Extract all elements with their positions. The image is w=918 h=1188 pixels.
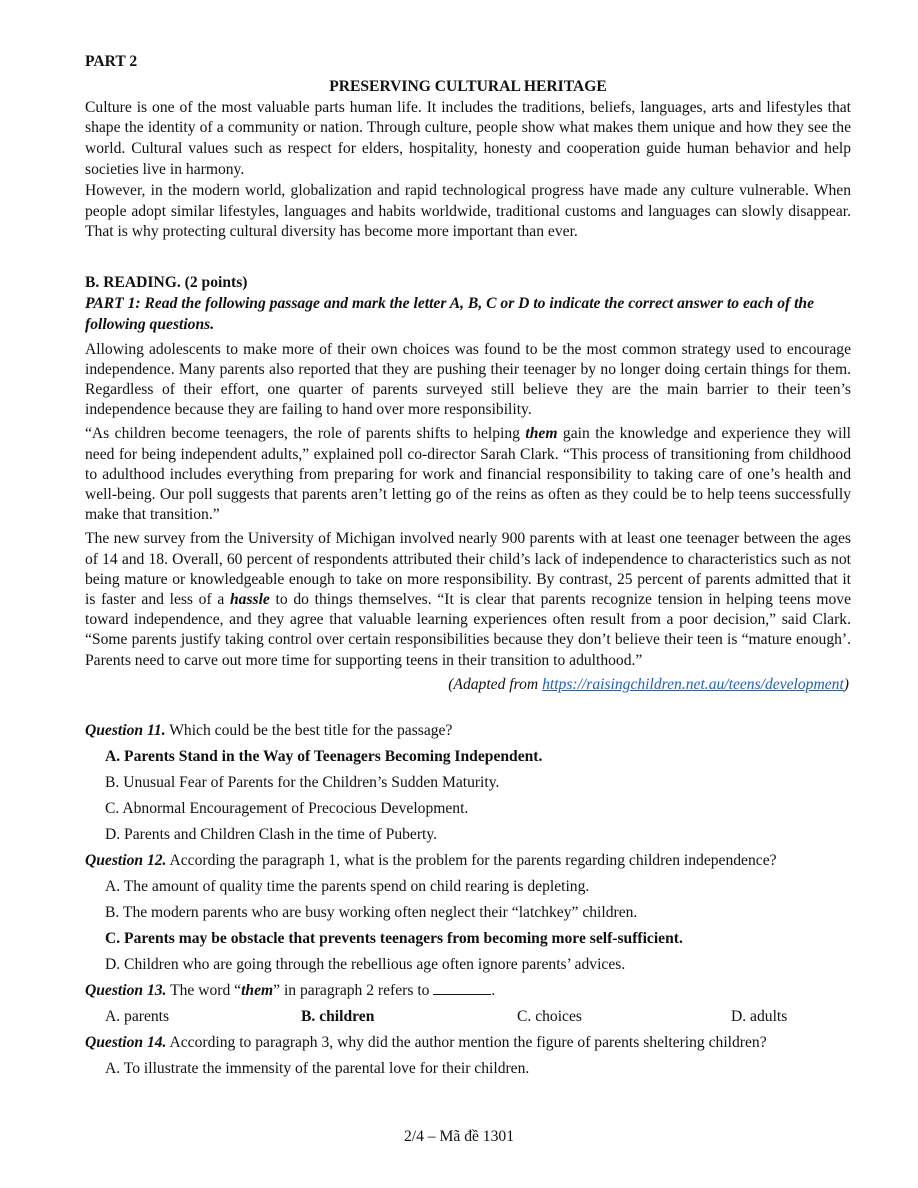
question-11-text: Which could be the best title for the passage?: [165, 721, 453, 739]
q13-option-d[interactable]: D. adults: [731, 1007, 788, 1025]
question-13-label: Question 13.: [85, 981, 167, 999]
source-suffix: ): [843, 675, 849, 693]
passage-p3-highlight-hassle: hassle: [229, 591, 270, 608]
question-14-text: According to paragraph 3, why did the author mention the figure of parents sheltering children?: [166, 1033, 767, 1051]
passage-paragraph-3: [85, 529, 851, 670]
passage-source: [85, 675, 851, 696]
question-13-text-after: ” in paragraph 2 refers to: [273, 981, 434, 999]
q12-option-b[interactable]: B. The modern parents who are busy working often neglect their “latchkey” children.: [105, 903, 638, 921]
question-12: [85, 848, 851, 978]
reading-section-title: B. READING. (2 points): [85, 274, 248, 292]
part2-heading: PART 2: [85, 53, 138, 70]
passage-p2-start: “As children become teenagers, the role of parents shifts to helping: [85, 425, 526, 443]
passage-p3-end: to do things themselves. “It is clear that parents recognize tension in helping teens move toward independence, and they agree that valuable learning experiences often result from a poor decision,” said Clark. “Some parents justify taking control over certain responsibilities because they don’t believe their teen is “mature enough’. Parents need to carve out more time for supporting teens in their transition to adulthood.”: [85, 591, 851, 669]
question-13-word: them: [241, 981, 274, 999]
q12-option-a[interactable]: A. The amount of quality time the parents spend on child rearing is depleting.: [105, 877, 590, 895]
question-14-stem: [85, 1030, 851, 1056]
reading-instruction: PART 1: Read the following passage and mark the letter A, B, C or D to indicate the correct answer to each of the following questions.: [85, 294, 815, 333]
passage-p3-start: The new survey from the University of Michigan involved nearly 900 parents with at least one teenager between the ages of 14 and 18. Overall, 60 percent of respondents attributed their child’s lack of independence to characteristics such as not being mature or knowledgeable enough to take on more responsibility. By contrast, 25 percent of parents admitted that it is faster and less of a: [85, 530, 851, 608]
q13-option-b[interactable]: B. children: [301, 1007, 375, 1025]
passage-p2-highlight-them: them: [525, 425, 558, 443]
source-link[interactable]: https://raisingchildren.net.au/teens/development: [542, 675, 844, 693]
question-11-stem: [85, 718, 851, 744]
question-11: [85, 718, 851, 848]
passage-paragraph-2: [85, 424, 851, 525]
question-13: [85, 978, 851, 1030]
question-13-text-end: .: [491, 981, 496, 999]
question-12-text: According the paragraph 1, what is the problem for the parents regarding children independence?: [166, 851, 777, 869]
question-12-stem: [85, 848, 851, 874]
part2-paragraph-2: However, in the modern world, globalization and rapid technological progress have made any culture vulnerable. When people adopt similar lifestyles, languages and habits worldwide, traditional customs and languages can slowly disappear. That is why protecting cultural diversity has become more important than ever.: [85, 181, 851, 241]
part2-title: PRESERVING CULTURAL HERITAGE: [329, 77, 607, 95]
question-14-label: Question 14.: [85, 1033, 167, 1051]
answer-blank[interactable]: [433, 982, 491, 995]
question-13-stem: [85, 978, 851, 1004]
q13-option-a[interactable]: A. parents: [105, 1007, 170, 1025]
q12-option-d[interactable]: D. Children who are going through the rebellious age often ignore parents’ advices.: [105, 955, 626, 973]
part2-paragraph-1: Culture is one of the most valuable parts human life. It includes the traditions, beliefs, languages, arts and lifestyles that shape the identity of a community or nation. Through culture, people show what makes them unique and how they see the world. Cultural values such as respect for elders, hospitality, honesty and cooperation guide human behavior and help societies live in harmony.: [85, 98, 851, 178]
page-footer: 2/4 – Mã đề 1301: [403, 1128, 514, 1145]
question-11-label: Question 11.: [85, 721, 166, 739]
q13-options-row: [85, 1004, 851, 1030]
q11-option-d[interactable]: D. Parents and Children Clash in the time of Puberty.: [105, 825, 438, 843]
passage-p2-end: gain the knowledge and experience they will need for being independent adults,” explained poll co-director Sarah Clark. “This process of transitioning from childhood to adulthood includes everything from preparing for work and financial responsibility to taking care of one’s health and well-being. Our poll suggests that parents aren’t letting go of the reins as often as they could be to help teens successfully make that transition.”: [85, 425, 851, 524]
document-page: [85, 52, 851, 1082]
q13-option-c[interactable]: C. choices: [517, 1007, 582, 1025]
q14-option-a[interactable]: A. To illustrate the immensity of the parental love for their children.: [105, 1059, 530, 1077]
q11-option-b[interactable]: B. Unusual Fear of Parents for the Children’s Sudden Maturity.: [105, 773, 500, 791]
passage-paragraph-1: Allowing adolescents to make more of their own choices was found to be the most common strategy used to encourage independence. Many parents also reported that they are pushing their teenager by no longer doing certain things for them. Regardless of their effort, one quarter of parents surveyed still believe they are the main barrier to their teen’s independence because they are failing to hand over more responsibility.: [85, 340, 851, 419]
question-13-text-before: The word “: [166, 981, 242, 999]
source-prefix: (Adapted from: [448, 675, 543, 693]
question-12-label: Question 12.: [85, 851, 167, 869]
q12-option-c[interactable]: C. Parents may be obstacle that prevents teenagers from becoming more self-sufficient.: [105, 929, 683, 947]
q11-option-a[interactable]: A. Parents Stand in the Way of Teenagers Becoming Independent.: [105, 747, 543, 765]
q11-option-c[interactable]: C. Abnormal Encouragement of Precocious Development.: [105, 799, 469, 817]
question-14: [85, 1030, 851, 1082]
